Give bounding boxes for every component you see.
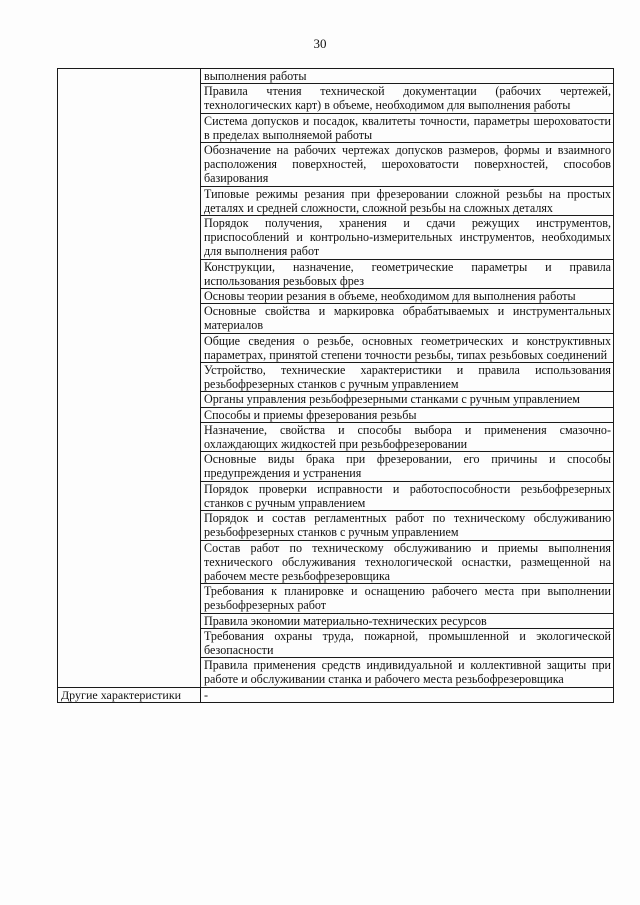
table-cell: Правила экономии материально-технических ресурсов [201,613,614,628]
table-cell: Основные свойства и маркировка обрабатываемых и инструментальных материалов [201,304,614,333]
other-characteristics-label: Другие характеристики [58,687,201,702]
page-number: 30 [313,36,327,51]
table-cell: Порядок получения, хранения и сдачи режущих инструментов, приспособлений и контрольно-измерительных инструментов, необходимых для выполнения работ [201,216,614,260]
table-cell: Основные виды брака при фрезеровании, его причины и способы предупреждения и устранения [201,452,614,481]
table-cell: Требования охраны труда, пожарной, промышленной и экологической безопасности [201,628,614,657]
left-column-cell [58,69,201,688]
table-cell: Правила чтения технической документации (рабочих чертежей, технологических карт) в объеме, необходимом для выполнения работы [201,84,614,113]
table-cell: Конструкции, назначение, геометрические параметры и правила использования резьбовых фрез [201,259,614,288]
table-cell: Порядок и состав регламентных работ по техническому обслуживанию резьбофрезерных станков с ручным управлением [201,511,614,540]
table-cell: Порядок проверки исправности и работоспособности резьбофрезерных станков с ручным управлением [201,481,614,510]
other-characteristics-value: - [201,687,614,702]
requirements-table [57,68,614,703]
table-cell: Требования к планировке и оснащению рабочего места при выполнении резьбофрезерных работ [201,584,614,613]
table-cell: выполнения работы [201,69,614,84]
table-cell: Правила применения средств индивидуальной и коллективной защиты при работе и обслуживании станка и рабочего места резьбофрезеровщика [201,658,614,687]
other-characteristics-row [58,687,614,702]
table-cell: Типовые режимы резания при фрезеровании сложной резьбы на простых деталях и средней сложности, сложной резьбы на сложных деталях [201,186,614,215]
table-cell: Обозначение на рабочих чертежах допусков размеров, формы и взаимного расположения поверхностей, шероховатости поверхностей, способов базирования [201,143,614,187]
table-cell: Основы теории резания в объеме, необходимом для выполнения работы [201,289,614,304]
table-cell: Назначение, свойства и способы выбора и применения смазочно-охлаждающих жидкостей при резьбофрезеровании [201,422,614,451]
table-cell: Способы и приемы фрезерования резьбы [201,407,614,422]
table-cell: Устройство, технические характеристики и правила использования резьбофрезерных станков с ручным управлением [201,363,614,392]
table-cell: Органы управления резьбофрезерными станками с ручным управлением [201,392,614,407]
table-cell: Состав работ по техническому обслуживанию и приемы выполнения технического обслуживания технологической оснастки, размещенной на рабочем месте резьбофрезеровщика [201,540,614,584]
table-cell: Общие сведения о резьбе, основных геометрических и конструктивных параметрах, принятой степени точности резьбы, типах резьбовых соединений [201,333,614,362]
table-row [58,69,614,84]
table-cell: Система допусков и посадок, квалитеты точности, параметры шероховатости в пределах выполняемой работы [201,113,614,142]
